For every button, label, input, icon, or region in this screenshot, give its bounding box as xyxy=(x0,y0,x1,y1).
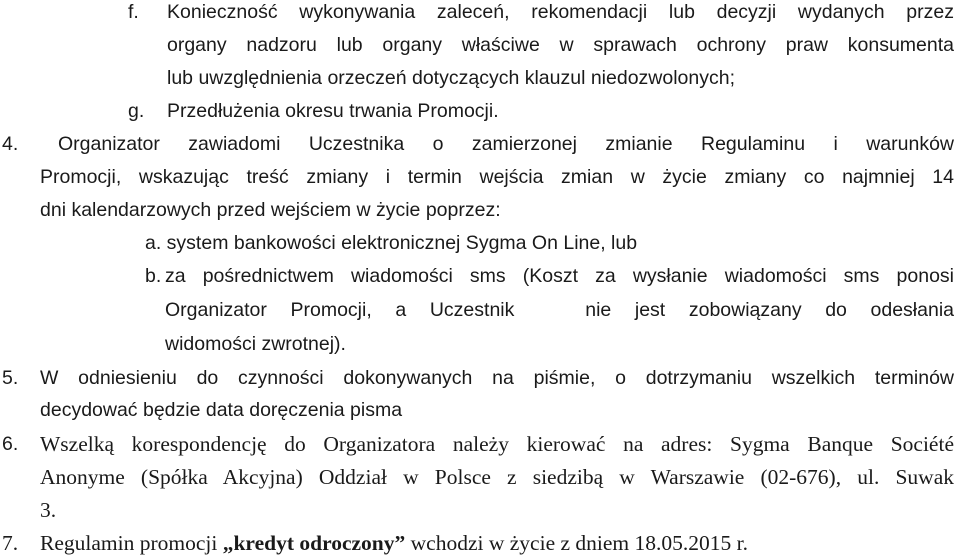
paragraph-5-number: 5. xyxy=(2,367,19,389)
paragraph-4-line-2: Promocji, wskazując treść zmiany i termin wejścia zmian w życie zmiany co najmniej 14 xyxy=(40,166,954,188)
item-f-line-2: organy nadzoru lub organy właściwe w sprawach ochrony praw konsumenta xyxy=(167,34,954,56)
paragraph-6-line-3: 3. xyxy=(40,498,57,522)
paragraph-7-number: 7. xyxy=(2,531,19,555)
paragraph-4-number: 4. xyxy=(2,133,19,155)
paragraph-4-line-1: Organizator zawiadomi Uczestnika o zamierzonej zmianie Regulaminu i warunków xyxy=(58,133,954,155)
subitem-b-marker: b. xyxy=(145,265,162,287)
paragraph-5-line-2: decydować będzie data doręczenia pisma xyxy=(40,399,403,421)
paragraph-7-text xyxy=(40,527,748,559)
list-marker-f: f. xyxy=(128,1,139,23)
subitem-a: a. system bankowości elektronicznej Sygma On Line, lub xyxy=(145,232,638,254)
paragraph-6-line-1: Wszelką korespondencję do Organizatora należy kierować na adres: Sygma Banque Société xyxy=(40,432,954,456)
subitem-b-line-2: Organizator Promocji, a Uczestnik nie jest zobowiązany do odesłania xyxy=(165,299,954,321)
subitem-b-line-3: widomości zwrotnej). xyxy=(165,333,346,355)
promotion-name: „kredyt odroczony” xyxy=(222,531,406,555)
paragraph-5-line-1: W odniesieniu do czynności dokonywanych na piśmie, o dotrzymaniu wszelkich terminów xyxy=(40,367,954,389)
list-marker-g: g. xyxy=(128,100,145,122)
paragraph-6-number: 6. xyxy=(2,433,19,455)
subitem-b-line-1: za pośrednictwem wiadomości sms (Koszt za wysłanie wiadomości sms ponosi xyxy=(165,265,954,287)
item-g-text: Przedłużenia okresu trwania Promocji. xyxy=(167,100,499,122)
item-f-line-3: lub uwzględnienia orzeczeń dotyczących klauzul niedozwolonych; xyxy=(167,67,735,89)
paragraph-4-line-3: dni kalendarzowych przed wejściem w życie poprzez: xyxy=(40,199,501,221)
paragraph-6-line-2: Anonyme (Spółka Akcyjna) Oddział w Polsce z siedzibą w Warszawie (02-676), ul. Suwak xyxy=(40,465,954,489)
paragraph-7-text-after: wchodzi w życie z dniem 18.05.2015 r. xyxy=(405,531,749,555)
item-f-line-1: Konieczność wykonywania zaleceń, rekomendacji lub decyzji wydanych przez xyxy=(167,1,954,23)
paragraph-7-text-before: Regulamin promocji xyxy=(40,531,223,555)
